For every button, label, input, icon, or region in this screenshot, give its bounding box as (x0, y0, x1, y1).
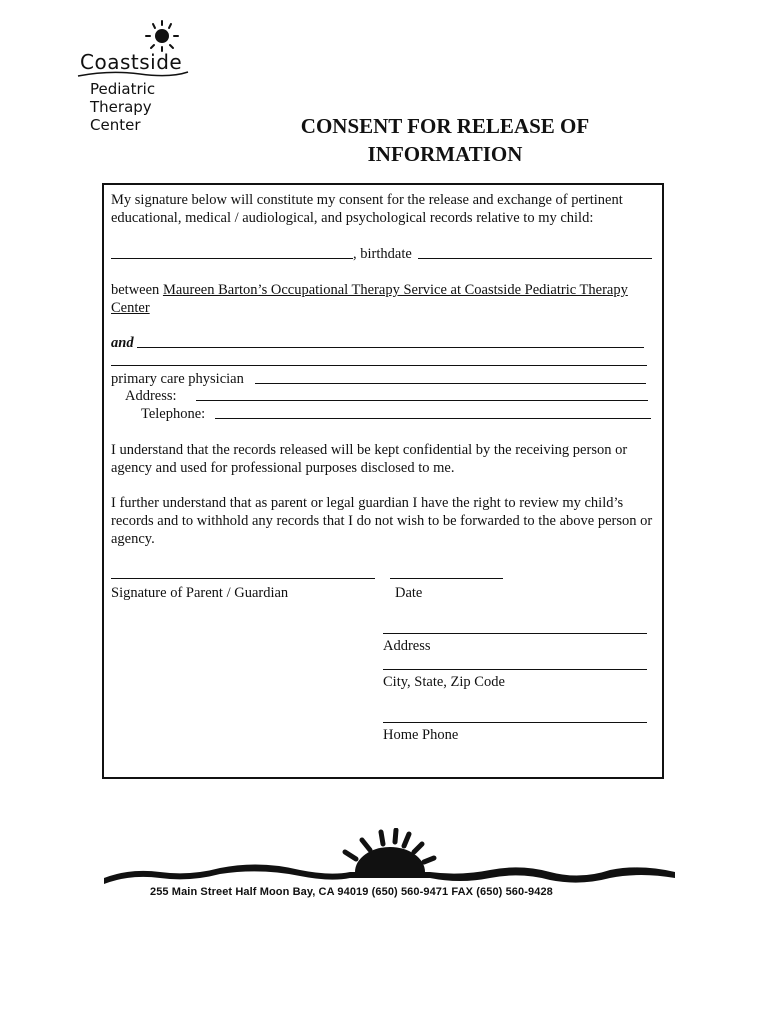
physician-field[interactable] (255, 383, 646, 384)
date-label: Date (395, 585, 423, 601)
title-line-1: CONSENT FOR RELEASE OF (300, 114, 590, 138)
logo-text-center: Center (90, 116, 141, 134)
physician-address-field[interactable] (196, 400, 648, 401)
date-field[interactable] (390, 578, 503, 579)
logo-text-therapy: Therapy (90, 98, 152, 116)
and-field-2[interactable] (111, 365, 647, 366)
birthdate-label: , birthdate (353, 246, 412, 262)
address-field[interactable] (383, 633, 647, 634)
signature-field[interactable] (111, 578, 375, 579)
rights-text: I further understand that as parent or legal guardian I have the right to review my child’s records and to withhold any records that I do not wish to be forwarded to the above person or agency. (111, 495, 653, 547)
footer-address: 255 Main Street Half Moon Bay, CA 94019 (650) 560-9471 FAX (650) 560-9428 (150, 886, 553, 898)
and-field[interactable] (137, 347, 644, 348)
phone-field-label: Home Phone (383, 727, 459, 743)
page-title (250, 112, 640, 168)
address-label: Address: (125, 388, 177, 404)
physician-label: primary care physician (111, 371, 244, 387)
address-field-label: Address (383, 638, 431, 654)
between-value: Maureen Barton’s Occupational Therapy Service at Coastside Pediatric Therapy Center (111, 282, 628, 316)
phone-field[interactable] (383, 722, 647, 723)
city-field[interactable] (383, 669, 647, 670)
between-text (111, 281, 656, 317)
city-field-label: City, State, Zip Code (383, 674, 505, 690)
and-label: and (111, 335, 134, 351)
logo-text-coastside: Coastside (80, 50, 183, 74)
title-line-2: INFORMATION (367, 142, 523, 166)
signature-label: Signature of Parent / Guardian (111, 585, 289, 601)
telephone-label: Telephone: (141, 406, 206, 422)
child-name-field[interactable] (111, 258, 353, 259)
logo-text-pediatric: Pediatric (90, 80, 156, 98)
physician-telephone-field[interactable] (215, 418, 651, 419)
between-label: between (111, 282, 160, 298)
intro-text: My signature below will constitute my consent for the release and exchange of pertinent educational, medical / audiological, and psychological records relative to my child: (111, 192, 623, 226)
coastside-logo (70, 18, 200, 138)
confidential-text: I understand that the records released will be kept confidential by the receiving person or agency and used for professional purposes disclosed to me. (111, 442, 628, 476)
birthdate-field[interactable] (418, 258, 652, 259)
